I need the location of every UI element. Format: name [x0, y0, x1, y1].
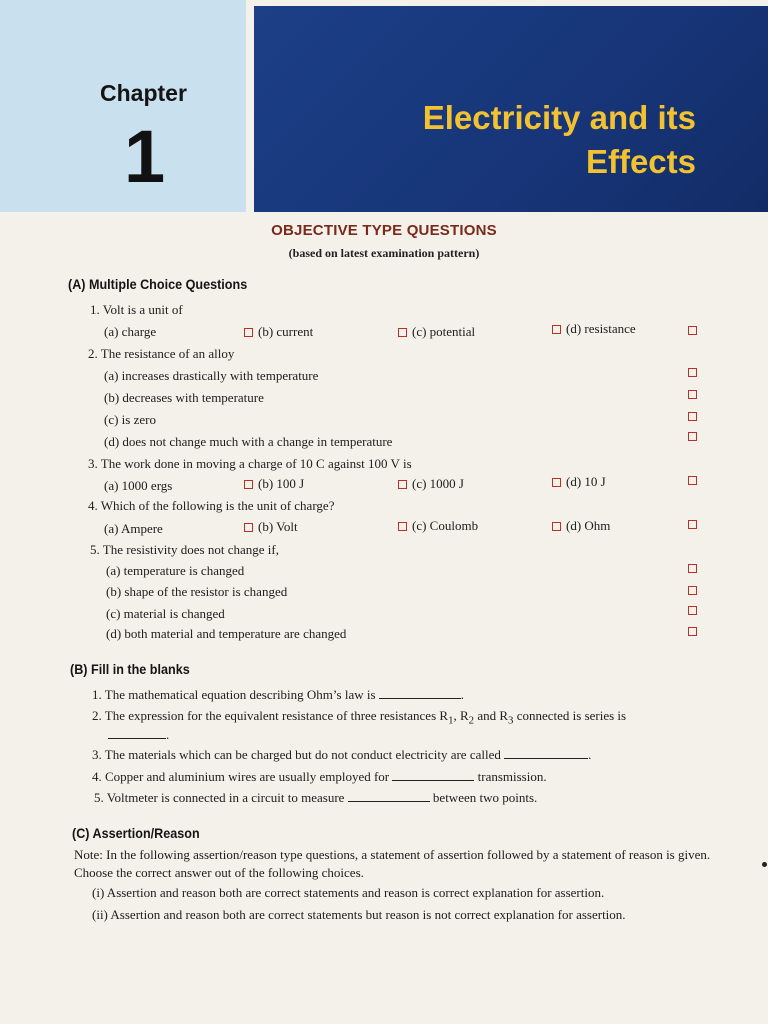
checkbox-icon [688, 432, 697, 441]
checkbox-icon [688, 564, 697, 573]
checkbox-icon [688, 326, 697, 335]
answer-blank [348, 789, 430, 802]
question-1: 1. Volt is a unit of [90, 302, 183, 317]
checkbox-icon [688, 476, 697, 485]
checkbox-icon [688, 390, 697, 399]
section-c-title: (C) Assertion/Reason [72, 825, 200, 841]
section-b-title: (B) Fill in the blanks [70, 661, 190, 677]
assertion-choice-ii: (ii) Assertion and reason both are correct statements but reason is not correct explanation for assertion. [92, 907, 626, 922]
checkbox-icon [244, 328, 253, 337]
chapter-title [423, 96, 696, 184]
objective-subtitle: (based on latest examination pattern) [288, 246, 480, 260]
margin-dot [762, 862, 767, 867]
fill-blank-2-continued: . [108, 726, 169, 743]
checkbox-icon [688, 520, 697, 529]
checkbox-icon [688, 606, 697, 615]
q2-option-c: (c) is zero [104, 412, 156, 427]
assertion-note: Note: In the following assertion/reason type questions, a statement of assertion followed by a statement of reason is given. Choose the correct answer out of the following choices. [74, 847, 711, 880]
checkbox-icon [552, 478, 561, 487]
chapter-number: 1 [124, 115, 166, 198]
q5-option-a: (a) temperature is changed [106, 563, 245, 578]
q5-option-d: (d) both material and temperature are changed [106, 626, 347, 641]
q1-option-c: (c) potential [398, 324, 475, 340]
checkbox-icon [552, 325, 561, 334]
chapter-title-line2: Effects [585, 143, 696, 180]
objective-title: OBJECTIVE TYPE QUESTIONS [271, 222, 497, 239]
q3-option-d: (d) 10 J [552, 474, 606, 490]
answer-blank [108, 726, 166, 739]
q2-option-d: (d) does not change much with a change in temperature [104, 434, 393, 449]
checkbox-icon [398, 522, 407, 531]
q5-option-c: (c) material is changed [106, 606, 225, 621]
fill-blank-2: 2. The expression for the equivalent resistance of three resistances $R_1$, $R_2$ and $R_3$ connected is series is [92, 708, 627, 727]
fill-blank-1: 1. The mathematical equation describing Ohm’s law is . [92, 687, 465, 702]
checkbox-icon [398, 328, 407, 337]
checkbox-icon [688, 368, 697, 377]
q3-option-b: (b) 100 J [244, 476, 304, 492]
question-2: 2. The resistance of an alloy [88, 346, 235, 361]
q1-option-a: (a) charge [104, 324, 157, 339]
q2-option-a: (a) increases drastically with temperature [104, 368, 319, 383]
section-a-title: (A) Multiple Choice Questions [68, 276, 248, 292]
q1-option-b: (b) current [244, 324, 313, 340]
q4-option-b: (b) Volt [244, 519, 298, 535]
q5-option-b: (b) shape of the resistor is changed [106, 584, 288, 599]
q4-option-a: (a) Ampere [104, 521, 163, 536]
q1-option-d: (d) resistance [552, 321, 636, 337]
q3-option-a: (a) 1000 ergs [104, 478, 173, 493]
question-4: 4. Which of the following is the unit of charge? [88, 498, 335, 513]
checkbox-icon [244, 523, 253, 532]
q3-option-c: (c) 1000 J [398, 476, 464, 492]
question-3: 3. The work done in moving a charge of 10 C against 100 V is [88, 456, 412, 471]
fill-blank-3: 3. The materials which can be charged but do not conduct electricity are called . [92, 747, 592, 762]
answer-blank [379, 686, 461, 699]
assertion-choice-i: (i) Assertion and reason both are correct statements and reason is correct explanation for assertion. [92, 885, 605, 900]
q2-option-b: (b) decreases with temperature [104, 390, 264, 405]
answer-blank [392, 768, 474, 781]
checkbox-icon [398, 480, 407, 489]
checkbox-icon [688, 586, 697, 595]
q4-option-c: (c) Coulomb [398, 518, 478, 534]
checkbox-icon [688, 627, 697, 636]
checkbox-icon [552, 522, 561, 531]
chapter-title-line1: Electricity and its [422, 99, 696, 136]
checkbox-icon [244, 480, 253, 489]
checkbox-icon [688, 412, 697, 421]
fill-blank-4: 4. Copper and aluminium wires are usually employed for transmission. [92, 769, 547, 784]
chapter-label: Chapter [100, 80, 187, 106]
fill-blank-5: 5. Voltmeter is connected in a circuit to measure between two points. [94, 790, 538, 805]
question-5: 5. The resistivity does not change if, [90, 542, 279, 557]
answer-blank [504, 746, 588, 759]
q4-option-d: (d) Ohm [552, 518, 610, 534]
